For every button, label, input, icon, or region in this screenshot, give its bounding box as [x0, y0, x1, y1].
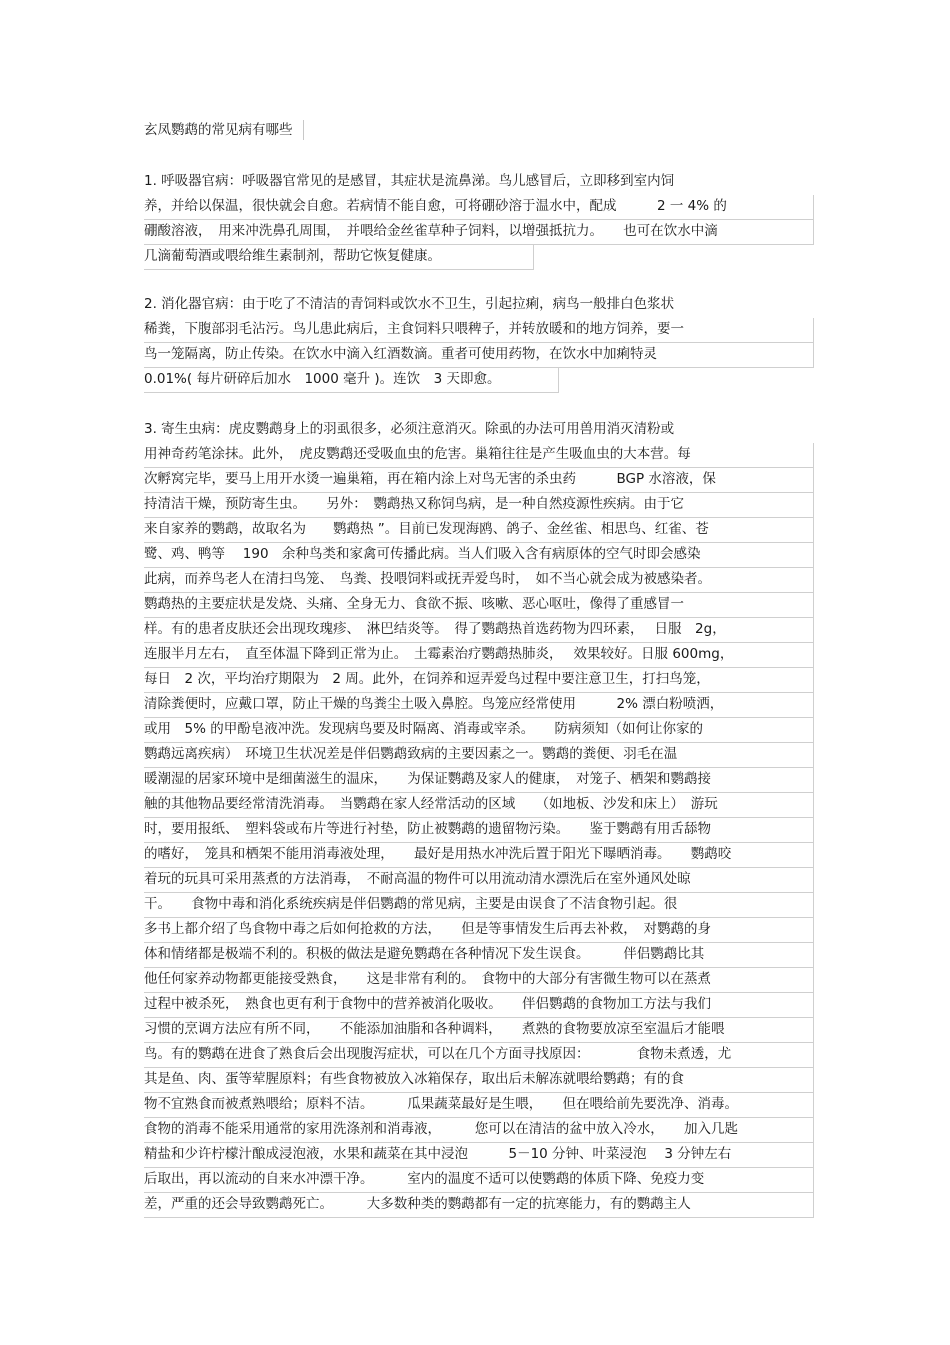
paragraph-parasite [144, 418, 814, 1218]
text-line: 暖潮湿的居家环境中是细菌滋生的温床， 为保证鹦鹉及家人的健康， 对笼子、栖架和鹦鹉接 [144, 768, 814, 793]
text-line: 鹭、鸡、鸭等 190 余种鸟类和家禽可传播此病。当人们吸入含有病原体的空气时即会感染 [144, 543, 814, 568]
text-line: 次孵窝完毕，要马上用开水烫一遍巢箱，再在箱内涂上对鸟无害的杀虫药 BGP 水溶液，保 [144, 468, 814, 493]
text-line: 几滴葡萄酒或喂给维生素制剂，帮助它恢复健康。 [144, 245, 534, 270]
text-line: 或用 5% 的甲酚皂液冲洗。发现病鸟要及时隔离、消毒或宰杀。 防病须知（如何让你家的 [144, 718, 814, 743]
text-line: 过程中被杀死， 熟食也更有利于食物中的营养被消化吸收。 伴侣鹦鹉的食物加工方法与我们 [144, 993, 814, 1018]
text-line: 3. 寄生虫病：虎皮鹦鹉身上的羽虱很多，必须注意消灭。除虱的办法可用兽用消灭清粉或 [144, 421, 675, 437]
text-line: 的嗜好， 笼具和栖架不能用消毒液处理， 最好是用热水冲洗后置于阳光下曝晒消毒。 鹦鹉咬 [144, 843, 814, 868]
text-line: 干。 食物中毒和消化系统疾病是伴侣鹦鹉的常见病，主要是由误食了不洁食物引起。很 [144, 893, 814, 918]
text-line: 养，并给以保温，很快就会自愈。若病情不能自愈，可将硼砂溶于温水中，配成 2 一 4% 的 [144, 195, 814, 220]
text-line: 食物的消毒不能采用通常的家用洗涤剂和消毒液， 您可以在清洁的盆中放入冷水， 加入几匙 [144, 1118, 814, 1143]
text-line: 样。有的患者皮肤还会出现玫瑰疹、 淋巴结炎等。 得了鹦鹉热首选药物为四环素， 日服 2g， [144, 618, 814, 643]
text-line: 时，要用报纸、 塑料袋或布片等进行衬垫，防止被鹦鹉的遗留物污染。 鉴于鹦鹉有用舌舔物 [144, 818, 814, 843]
paragraph-respiratory [144, 170, 814, 270]
text-line: 体和情绪都是极端不利的。积极的做法是避免鹦鹉在各种情况下发生误食。 伴侣鹦鹉比其 [144, 943, 814, 968]
text-line: 用神奇药笔涂抹。此外， 虎皮鹦鹉还受吸血虫的危害。巢箱往往是产生吸血虫的大本营。每 [144, 443, 814, 468]
text-line: 差，严重的还会导致鹦鹉死亡。 大多数种类的鹦鹉都有一定的抗寒能力，有的鹦鹉主人 [144, 1193, 814, 1218]
paragraph-digestive [144, 293, 814, 393]
text-line: 触的其他物品要经常清洗消毒。 当鹦鹉在家人经常活动的区域 （如地板、沙发和床上） 游玩 [144, 793, 814, 818]
text-line: 习惯的烹调方法应有所不同， 不能添加油脂和各种调料， 煮熟的食物要放凉至室温后才能喂 [144, 1018, 814, 1043]
text-line: 硼酸溶液， 用来冲洗鼻孔周围， 并喂给金丝雀草种子饲料，以增强抵抗力。 也可在饮水中滴 [144, 220, 814, 245]
text-line: 连服半月左右， 直至体温下降到正常为止。 土霉素治疗鹦鹉热肺炎， 效果较好。日服 600mg， [144, 643, 814, 668]
text-line: 此病，而养鸟老人在清扫鸟笼、 鸟粪、投喂饲料或抚弄爱鸟时， 如不当心就会成为被感染者。 [144, 568, 814, 593]
text-line: 持清洁干燥，预防寄生虫。 另外： 鹦鹉热又称饲鸟病，是一种自然疫源性疾病。由于它 [144, 493, 814, 518]
text-line: 来自家养的鹦鹉，故取名为 鹦鹉热 ”。目前已发现海鸥、鸽子、金丝雀、相思鸟、红雀、苍 [144, 518, 814, 543]
text-line: 后取出，再以流动的自来水冲漂干净。 室内的温度不适可以使鹦鹉的体质下降、免疫力变 [144, 1168, 814, 1193]
text-line: 他任何家养动物都更能接受熟食， 这是非常有利的。 食物中的大部分有害微生物可以在蒸煮 [144, 968, 814, 993]
text-line: 鹦鹉热的主要症状是发烧、头痛、全身无力、食欲不振、咳嗽、恶心呕吐，像得了重感冒一 [144, 593, 814, 618]
text-line: 清除粪便时，应戴口罩，防止干燥的鸟粪尘土吸入鼻腔。鸟笼应经常使用 2% 漂白粉喷洒， [144, 693, 814, 718]
text-line: 鹦鹉远离疾病） 环境卫生状况差是伴侣鹦鹉致病的主要因素之一。鹦鹉的粪便、羽毛在温 [144, 743, 814, 768]
text-line: 物不宜熟食而被煮熟喂给；原料不洁。 瓜果蔬菜最好是生喂， 但在喂给前先要洗净、消毒。 [144, 1093, 814, 1118]
text-line: 每日 2 次，平均治疗期限为 2 周。此外，在饲养和逗弄爱鸟过程中要注意卫生，打扫鸟笼， [144, 668, 814, 693]
text-line: 精盐和少许柠檬汁酿成浸泡液，水果和蔬菜在其中浸泡 5－10 分钟、叶菜浸泡 3 分钟左右 [144, 1143, 814, 1168]
text-line: 鸟。有的鹦鹉在进食了熟食后会出现腹泻症状，可以在几个方面寻找原因： 食物未煮透，尤 [144, 1043, 814, 1068]
document-title: 玄凤鹦鹉的常见病有哪些 [144, 120, 304, 140]
text-line: 稀粪，下腹部羽毛沾污。鸟儿患此病后，主食饲料只喂稗子，并转放暖和的地方饲养，要一 [144, 318, 814, 343]
text-line: 着玩的玩具可采用蒸煮的方法消毒， 不耐高温的物件可以用流动清水漂洗后在室外通风处晾 [144, 868, 814, 893]
text-line: 2. 消化器官病：由于吃了不清洁的青饲料或饮水不卫生，引起拉痢，病鸟一般排白色浆状 [144, 296, 675, 312]
text-line: 其是鱼、肉、蛋等荤腥原料；有些食物被放入冰箱保存，取出后未解冻就喂给鹦鹉；有的食 [144, 1068, 814, 1093]
text-line: 多书上都介绍了鸟食物中毒之后如何抢救的方法， 但是等事情发生后再去补救， 对鹦鹉的身 [144, 918, 814, 943]
text-line: 0.01%( 每片研碎后加水 1000 毫升 )。连饮 3 天即愈。 [144, 368, 559, 393]
text-line: 1. 呼吸器官病：呼吸器官常见的是感冒，其症状是流鼻涕。鸟儿感冒后，立即移到室内饲 [144, 173, 675, 189]
text-line: 鸟一笼隔离，防止传染。在饮水中滴入红酒数滴。重者可使用药物，在饮水中加痢特灵 [144, 343, 814, 368]
